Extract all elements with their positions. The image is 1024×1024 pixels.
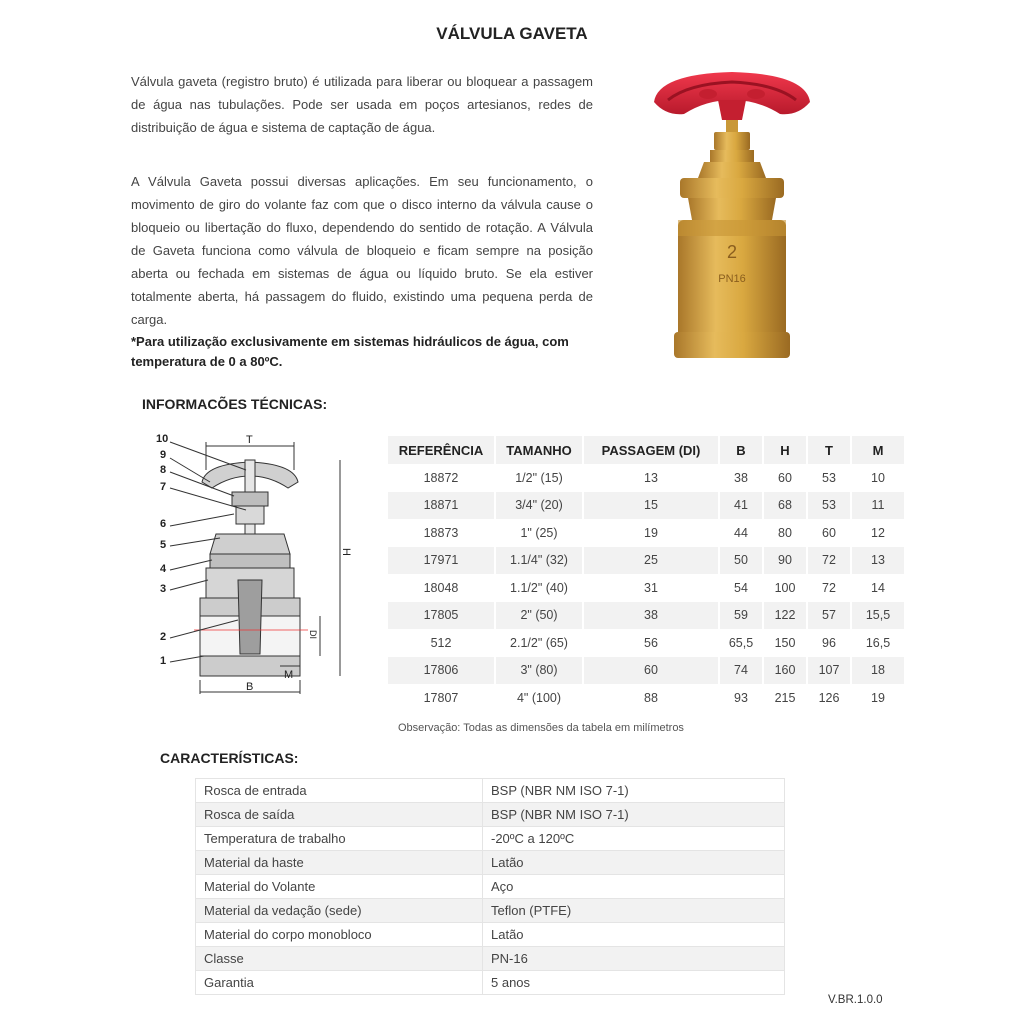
char-label: Garantia [196, 971, 483, 995]
table-row [388, 492, 905, 520]
char-label: Material da vedação (sede) [196, 899, 483, 923]
cell: 56 [583, 629, 719, 657]
cell: 17805 [388, 602, 495, 630]
cell: 17807 [388, 684, 495, 712]
cell: 44 [719, 519, 763, 547]
cell: 215 [763, 684, 807, 712]
dim-label-b: B [246, 681, 254, 693]
cell: 107 [807, 657, 851, 685]
part-number-6: 6 [160, 518, 167, 530]
characteristics-heading: CARACTERÍSTICAS: [160, 750, 299, 766]
col-header-tamanho: TAMANHO [495, 436, 583, 464]
tech-info-heading: INFORMACÕES TÉCNICAS: [142, 396, 328, 412]
intro-paragraph-2: A Válvula Gaveta possui diversas aplicações. Em seu funcionamento, o movimento de giro do volante faz com que o disco interno da válvula cause o bloqueio ou libertação do fluxo, dependendo do sentido de rotação. A Válvula de Gaveta funciona como válvula de bloqueio e ficam sempre na posição aberta ou fechada em sistemas de água ou líquido bruto. Se ela estiver totalmente aberta, há passagem do fluido, existindo uma pequena perda de carga. [131, 174, 593, 327]
cell: 126 [807, 684, 851, 712]
table-row [196, 851, 785, 875]
cell: 60 [807, 519, 851, 547]
cell: 68 [763, 492, 807, 520]
cell: 11 [851, 492, 905, 520]
version-label: V.BR.1.0.0 [828, 994, 883, 1006]
dim-label-h: H [340, 548, 352, 556]
intro-paragraph-1: Válvula gaveta (registro bruto) é utilizada para liberar ou bloquear a passagem de água nas tubulações. Pode ser usada em poços artesianos, redes de distribuição de água e sistema de captação de água. [131, 74, 593, 135]
col-header-t: T [807, 436, 851, 464]
body-size-mark: 2 [726, 242, 738, 262]
char-value: PN-16 [483, 947, 785, 971]
part-number-5: 5 [160, 539, 167, 551]
table-row [388, 547, 905, 575]
cell: 17971 [388, 547, 495, 575]
char-label: Rosca de saída [196, 803, 483, 827]
cell: 54 [719, 574, 763, 602]
part-number-4: 4 [160, 563, 167, 575]
gate-valve-photo [648, 70, 816, 362]
cell: 2" (50) [495, 602, 583, 630]
table-row [196, 923, 785, 947]
char-value: Latão [483, 851, 785, 875]
tech-info-table [388, 436, 906, 712]
part-number-1: 1 [160, 655, 167, 667]
cell: 17806 [388, 657, 495, 685]
cell: 1.1/2" (40) [495, 574, 583, 602]
cell: 90 [763, 547, 807, 575]
table-row [196, 779, 785, 803]
col-header-b: B [719, 436, 763, 464]
col-header-passagem: PASSAGEM (DI) [583, 436, 719, 464]
char-label: Material da haste [196, 851, 483, 875]
char-value: Latão [483, 923, 785, 947]
part-number-10: 10 [156, 433, 169, 445]
table-row [196, 875, 785, 899]
table-row [196, 899, 785, 923]
cell: 60 [583, 657, 719, 685]
cell: 60 [763, 464, 807, 492]
cell: 160 [763, 657, 807, 685]
cell: 1/2" (15) [495, 464, 583, 492]
cell: 53 [807, 492, 851, 520]
table-row [388, 519, 905, 547]
col-header-referencia: REFERÊNCIA [388, 436, 495, 464]
table-row [196, 971, 785, 995]
cell: 2.1/2" (65) [495, 629, 583, 657]
cell: 93 [719, 684, 763, 712]
cell: 72 [807, 547, 851, 575]
usage-note: *Para utilização exclusivamente em sistemas hidráulicos de água, com temperatura de 0 a 80ºC. [131, 334, 569, 369]
table-row [388, 629, 905, 657]
cell: 13 [851, 547, 905, 575]
table-row [388, 684, 905, 712]
cell: 18048 [388, 574, 495, 602]
cell: 14 [851, 574, 905, 602]
cell: 4" (100) [495, 684, 583, 712]
cell: 74 [719, 657, 763, 685]
cell: 53 [807, 464, 851, 492]
cell: 19 [583, 519, 719, 547]
part-number-3: 3 [160, 583, 167, 595]
cell: 96 [807, 629, 851, 657]
cell: 13 [583, 464, 719, 492]
table-observation: Observação: Todas as dimensões da tabela em milímetros [398, 722, 684, 734]
table-row [388, 574, 905, 602]
table-row [388, 602, 905, 630]
char-value: Teflon (PTFE) [483, 899, 785, 923]
char-label: Material do corpo monobloco [196, 923, 483, 947]
cell: 19 [851, 684, 905, 712]
cell: 150 [763, 629, 807, 657]
cell: 18872 [388, 464, 495, 492]
cell: 72 [807, 574, 851, 602]
char-value: BSP (NBR NM ISO 7-1) [483, 779, 785, 803]
char-label: Rosca de entrada [196, 779, 483, 803]
cell: 88 [583, 684, 719, 712]
cell: 3/4" (20) [495, 492, 583, 520]
part-number-2: 2 [160, 631, 167, 643]
characteristics-table [195, 778, 785, 995]
cell: 59 [719, 602, 763, 630]
dim-label-di: DI [308, 630, 318, 639]
cell: 80 [763, 519, 807, 547]
part-number-9: 9 [160, 449, 167, 461]
char-label: Classe [196, 947, 483, 971]
char-value: BSP (NBR NM ISO 7-1) [483, 803, 785, 827]
valve-cross-section-diagram [150, 430, 360, 695]
dim-label-t: T [246, 434, 253, 446]
char-label: Temperatura de trabalho [196, 827, 483, 851]
cell: 512 [388, 629, 495, 657]
cell: 65,5 [719, 629, 763, 657]
table-row [196, 827, 785, 851]
char-value: 5 anos [483, 971, 785, 995]
handwheel-icon [654, 72, 810, 120]
cell: 1" (25) [495, 519, 583, 547]
char-value: -20ºC a 120ºC [483, 827, 785, 851]
page-title: VÁLVULA GAVETA [436, 24, 588, 43]
table-row [196, 803, 785, 827]
col-header-m: M [851, 436, 905, 464]
cell: 50 [719, 547, 763, 575]
cell: 15 [583, 492, 719, 520]
cell: 25 [583, 547, 719, 575]
cell: 122 [763, 602, 807, 630]
cell: 10 [851, 464, 905, 492]
char-label: Material do Volante [196, 875, 483, 899]
table-row [388, 464, 905, 492]
cell: 1.1/4" (32) [495, 547, 583, 575]
cell: 31 [583, 574, 719, 602]
cell: 18 [851, 657, 905, 685]
cell: 3" (80) [495, 657, 583, 685]
table-row [196, 947, 785, 971]
cell: 57 [807, 602, 851, 630]
cell: 16,5 [851, 629, 905, 657]
cell: 38 [583, 602, 719, 630]
col-header-h: H [763, 436, 807, 464]
part-number-7: 7 [160, 481, 167, 493]
cell: 38 [719, 464, 763, 492]
part-number-8: 8 [160, 464, 167, 476]
dim-label-m: M [284, 669, 294, 681]
char-value: Aço [483, 875, 785, 899]
cell: 18873 [388, 519, 495, 547]
cell: 15,5 [851, 602, 905, 630]
cell: 41 [719, 492, 763, 520]
cell: 12 [851, 519, 905, 547]
body-class-mark: PN16 [718, 273, 746, 285]
cell: 100 [763, 574, 807, 602]
cell: 18871 [388, 492, 495, 520]
table-row [388, 657, 905, 685]
